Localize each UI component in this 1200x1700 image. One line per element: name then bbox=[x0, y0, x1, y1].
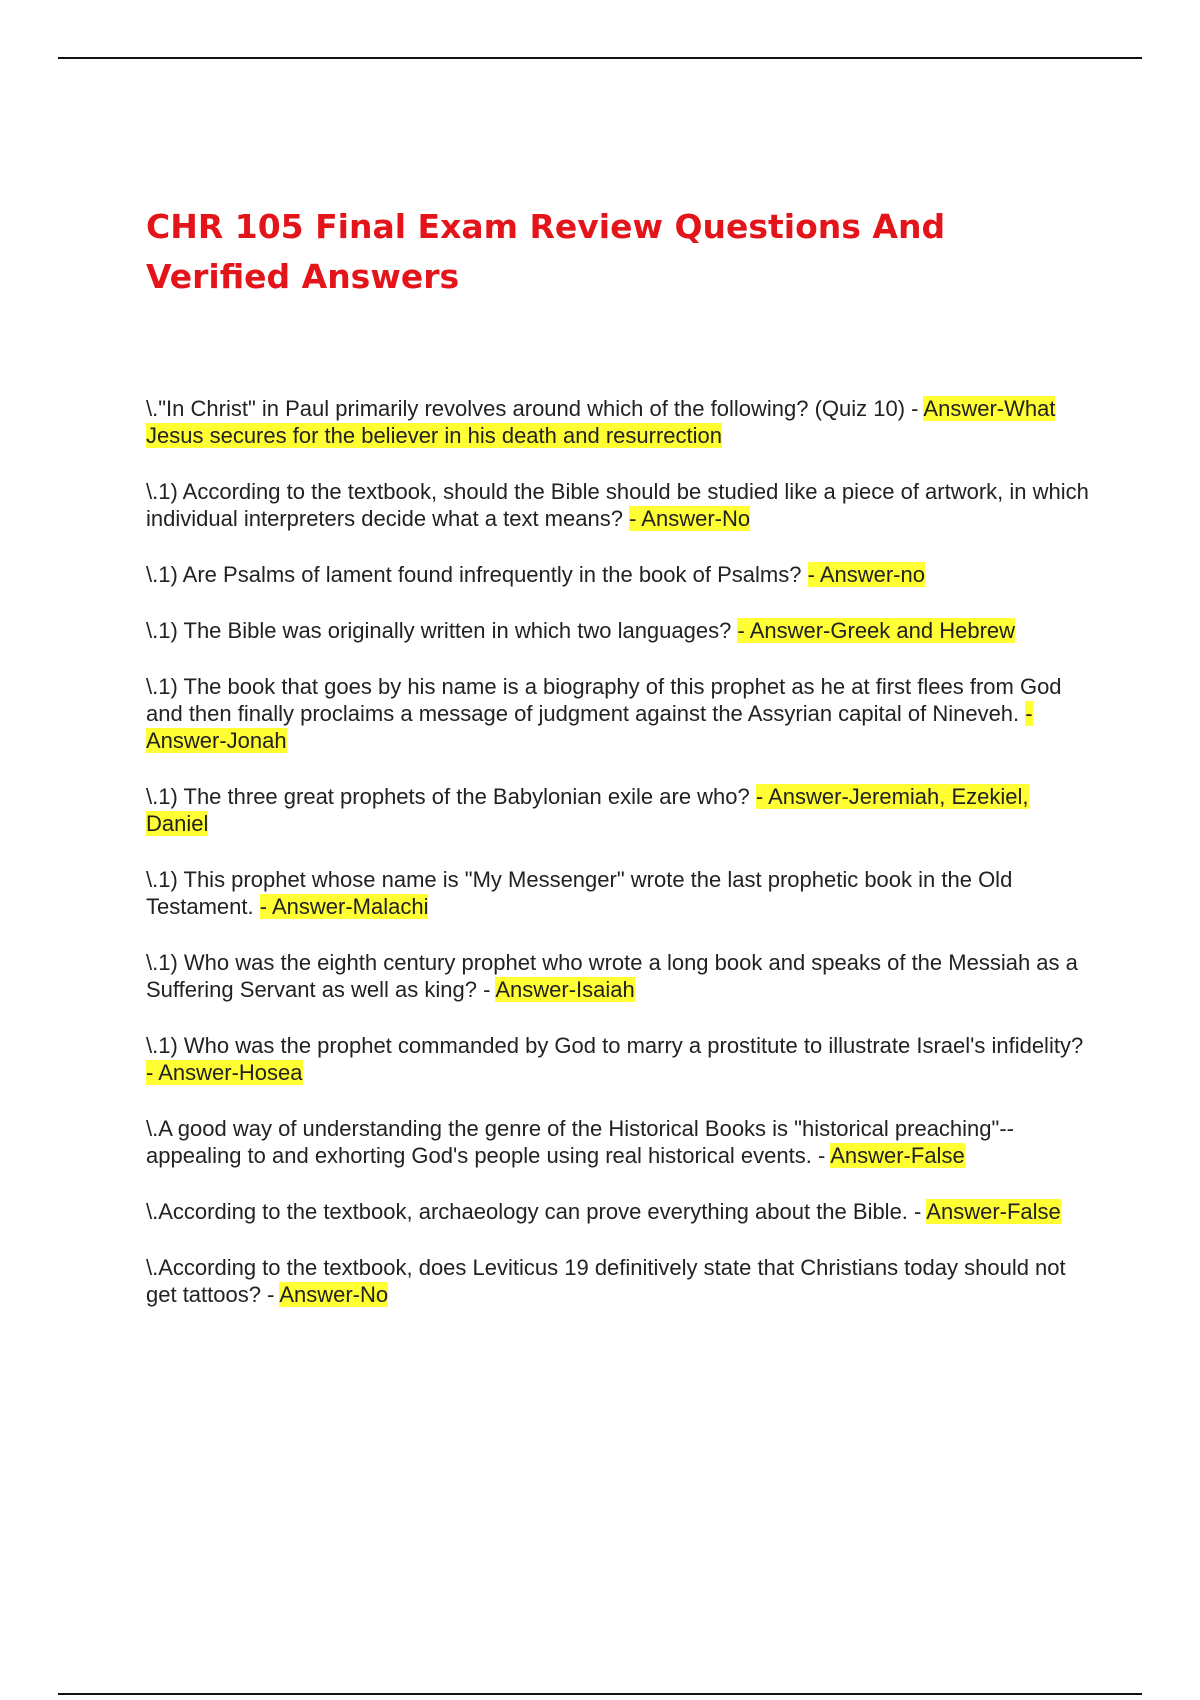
question-text: \.A good way of understanding the genre of the Historical Books is "historical preaching"--appealing to and exhorting God's people using real historical events. - bbox=[146, 1116, 1014, 1168]
answer-highlight: - Answer-Greek and Hebrew bbox=[737, 618, 1016, 643]
answer-highlight: Answer-No bbox=[279, 1282, 389, 1307]
qa-item-11 bbox=[146, 1198, 1096, 1225]
question-text: \.1) The three great prophets of the Babylonian exile are who? bbox=[146, 784, 750, 809]
bottom-rule bbox=[58, 1693, 1142, 1695]
top-rule bbox=[58, 57, 1142, 59]
qa-item-5 bbox=[146, 673, 1096, 754]
answer-highlight: Answer-False bbox=[926, 1199, 1061, 1224]
answer-highlight: Answer-False bbox=[830, 1143, 965, 1168]
document-title: CHR 105 Final Exam Review Questions And Verified Answers bbox=[146, 207, 946, 296]
question-text: \.1) The book that goes by his name is a biography of this prophet as he at first flees from God and then finally proclaims a message of judgment against the Assyrian capital of Nineveh. bbox=[146, 674, 1062, 726]
qa-item-9 bbox=[146, 1032, 1096, 1086]
question-text: \.According to the textbook, archaeology can prove everything about the Bible. - bbox=[146, 1199, 922, 1224]
qa-list bbox=[146, 395, 1096, 1308]
answer-highlight: - Answer-Jeremiah, Ezekiel, Daniel bbox=[146, 784, 1029, 836]
question-text: \.1) Are Psalms of lament found infrequently in the book of Psalms? bbox=[146, 562, 802, 587]
question-text: \.1) Who was the eighth century prophet who wrote a long book and speaks of the Messiah as a Suffering Servant as well as king? - bbox=[146, 950, 1078, 1002]
qa-item-1 bbox=[146, 395, 1096, 449]
qa-item-4 bbox=[146, 617, 1096, 644]
qa-item-8 bbox=[146, 949, 1096, 1003]
qa-item-10 bbox=[146, 1115, 1096, 1169]
document-body bbox=[146, 202, 1096, 1337]
qa-item-3 bbox=[146, 561, 1096, 588]
answer-highlight: - Answer-no bbox=[807, 562, 925, 587]
question-text: \.According to the textbook, does Leviticus 19 definitively state that Christians today should not get tattoos? - bbox=[146, 1255, 1066, 1307]
answer-highlight: Answer-Isaiah bbox=[495, 977, 635, 1002]
qa-item-2 bbox=[146, 478, 1096, 532]
question-text: \.1) The Bible was originally written in which two languages? bbox=[146, 618, 732, 643]
qa-item-6 bbox=[146, 783, 1096, 837]
answer-highlight: - Answer-No bbox=[629, 506, 751, 531]
question-text: \.1) Who was the prophet commanded by God to marry a prostitute to illustrate Israel's infidelity? bbox=[146, 1033, 1084, 1058]
answer-highlight: Answer-What Jesus secures for the believer in his death and resurrection bbox=[146, 396, 1056, 448]
qa-item-7 bbox=[146, 866, 1096, 920]
question-text: \."In Christ" in Paul primarily revolves around which of the following? (Quiz 10) - bbox=[146, 396, 919, 421]
answer-highlight: - Answer-Jonah bbox=[146, 701, 1033, 753]
answer-highlight: - Answer-Hosea bbox=[146, 1060, 303, 1085]
qa-item-12 bbox=[146, 1254, 1096, 1308]
answer-highlight: - Answer-Malachi bbox=[259, 894, 429, 919]
question-text: \.1) This prophet whose name is "My Messenger" wrote the last prophetic book in the Old Testament. bbox=[146, 867, 1013, 919]
question-text: \.1) According to the textbook, should the Bible should be studied like a piece of artwork, in which individual interpreters decide what a text means? bbox=[146, 479, 1089, 531]
